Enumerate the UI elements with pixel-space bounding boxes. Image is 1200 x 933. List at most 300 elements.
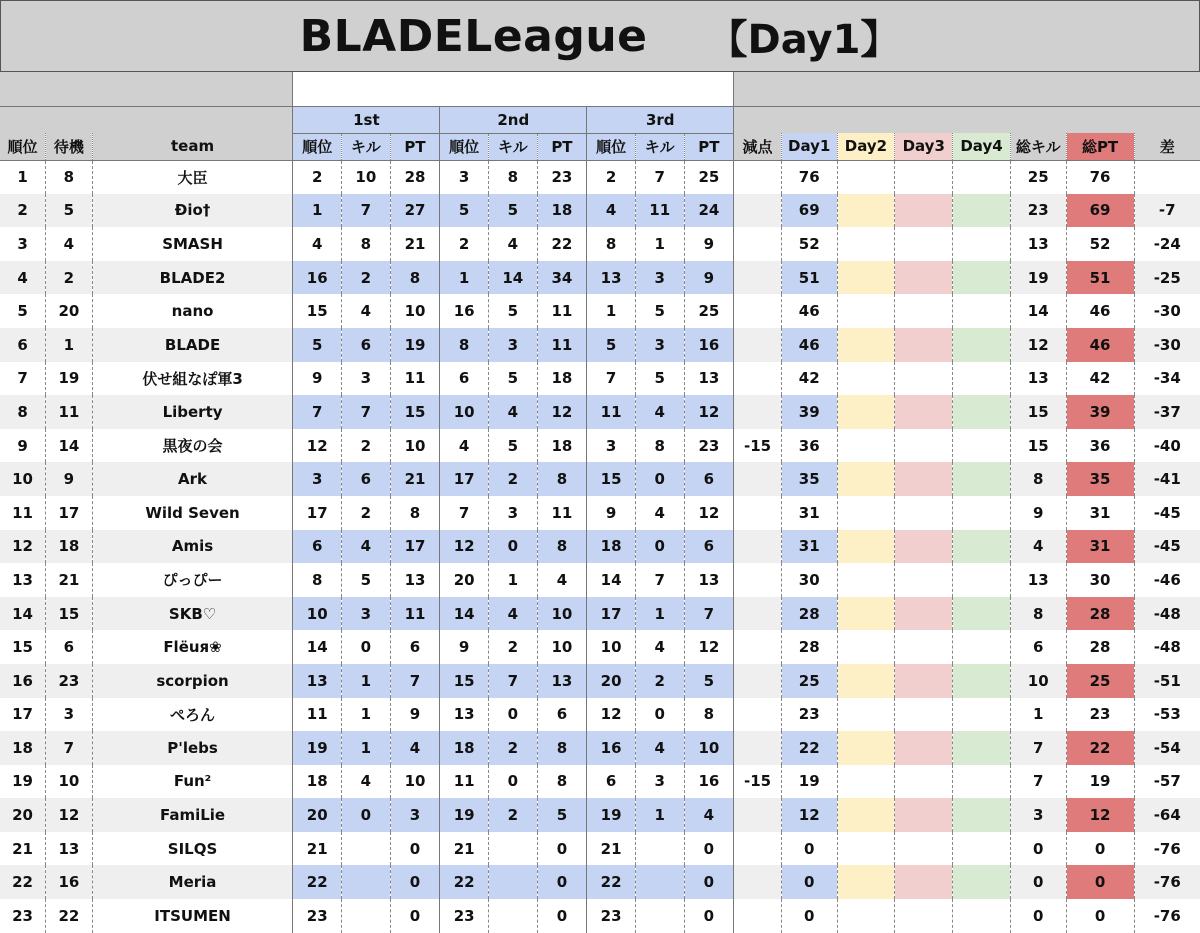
cell-total-kill: 14 xyxy=(1010,294,1066,328)
cell-g3-kill: 1 xyxy=(635,227,684,261)
cell-g2-pt: 18 xyxy=(537,362,587,396)
cell-day4 xyxy=(953,630,1011,664)
cell-standby: 14 xyxy=(46,429,93,463)
cell-g3-pt: 13 xyxy=(684,362,734,396)
cell-g1-kill: 10 xyxy=(342,160,391,194)
cell-diff: -25 xyxy=(1134,261,1200,295)
cell-team: Wild Seven xyxy=(92,496,293,530)
cell-day1: 51 xyxy=(781,261,837,295)
cell-g1-kill: 3 xyxy=(342,362,391,396)
cell-team: scorpion xyxy=(92,664,293,698)
cell-day1: 35 xyxy=(781,462,837,496)
col-total-kill: 総キル xyxy=(1010,133,1066,160)
cell-g3-rank: 4 xyxy=(587,194,636,228)
cell-g3-rank: 10 xyxy=(587,630,636,664)
cell-g1-kill: 1 xyxy=(342,731,391,765)
cell-g3-pt: 9 xyxy=(684,227,734,261)
table-row xyxy=(0,798,1200,832)
cell-g3-rank: 14 xyxy=(587,563,636,597)
cell-g1-pt: 10 xyxy=(390,429,440,463)
cell-team: ぴっぴー xyxy=(92,563,293,597)
cell-g1-pt: 10 xyxy=(390,765,440,799)
cell-g3-pt: 25 xyxy=(684,294,734,328)
cell-diff: -64 xyxy=(1134,798,1200,832)
cell-g1-rank: 20 xyxy=(293,798,342,832)
cell-standby: 5 xyxy=(46,194,93,228)
cell-diff: -76 xyxy=(1134,899,1200,933)
col-g1-pt: PT xyxy=(390,133,440,160)
col-g2-kill: キル xyxy=(488,133,537,160)
cell-total-pt: 0 xyxy=(1066,899,1134,933)
table-row xyxy=(0,160,1200,194)
col-total-pt: 総PT xyxy=(1066,133,1134,160)
cell-g3-kill: 3 xyxy=(635,765,684,799)
cell-g3-rank: 11 xyxy=(587,395,636,429)
cell-g1-kill: 7 xyxy=(342,194,391,228)
cell-rank: 13 xyxy=(12,570,33,589)
table-row xyxy=(0,765,1200,799)
cell-penalty xyxy=(734,530,782,564)
cell-day3 xyxy=(895,227,953,261)
cell-g3-kill: 7 xyxy=(635,160,684,194)
table-row xyxy=(0,429,1200,463)
cell-g3-pt: 4 xyxy=(684,798,734,832)
cell-diff: -24 xyxy=(1134,227,1200,261)
cell-day4 xyxy=(953,731,1011,765)
cell-standby: 9 xyxy=(46,462,93,496)
cell-g2-rank: 22 xyxy=(440,865,489,899)
table-row xyxy=(0,294,1200,328)
cell-g3-rank: 1 xyxy=(587,294,636,328)
cell-total-kill: 10 xyxy=(1010,664,1066,698)
cell-standby: 3 xyxy=(46,698,93,732)
cell-day4 xyxy=(953,227,1011,261)
cell-team: Meria xyxy=(92,865,293,899)
cell-g3-rank: 5 xyxy=(587,328,636,362)
cell-g2-pt: 0 xyxy=(537,865,587,899)
cell-g1-rank: 11 xyxy=(293,698,342,732)
cell-g2-pt: 12 xyxy=(537,395,587,429)
cell-total-pt: 30 xyxy=(1066,563,1134,597)
cell-rank: 5 xyxy=(17,302,28,321)
cell-g2-kill: 1 xyxy=(488,563,537,597)
cell-g3-rank: 20 xyxy=(587,664,636,698)
cell-g1-pt: 27 xyxy=(390,194,440,228)
cell-penalty xyxy=(734,630,782,664)
cell-g2-rank: 5 xyxy=(440,194,489,228)
cell-g2-kill: 2 xyxy=(488,731,537,765)
cell-day3 xyxy=(895,563,953,597)
cell-g3-rank: 23 xyxy=(587,899,636,933)
cell-g2-rank: 13 xyxy=(440,698,489,732)
cell-total-pt: 28 xyxy=(1066,597,1134,631)
page-title: BLADELeague xyxy=(299,10,648,62)
cell-g2-rank: 14 xyxy=(440,597,489,631)
cell-standby: 1 xyxy=(46,328,93,362)
cell-day2 xyxy=(837,294,895,328)
cell-day3 xyxy=(895,261,953,295)
cell-g2-kill xyxy=(488,899,537,933)
cell-g3-pt: 0 xyxy=(684,865,734,899)
cell-g2-rank: 15 xyxy=(440,664,489,698)
cell-day2 xyxy=(837,698,895,732)
cell-team: Amis xyxy=(92,530,293,564)
cell-day4 xyxy=(953,429,1011,463)
cell-day3 xyxy=(895,664,953,698)
cell-g1-pt: 10 xyxy=(390,294,440,328)
cell-standby: 21 xyxy=(46,563,93,597)
cell-total-pt: 69 xyxy=(1066,194,1134,228)
header-blank-games xyxy=(293,72,734,106)
cell-diff xyxy=(1134,160,1200,194)
cell-diff: -76 xyxy=(1134,832,1200,866)
cell-penalty xyxy=(734,899,782,933)
header-blank-left xyxy=(0,72,293,106)
cell-rank: 23 xyxy=(12,906,33,925)
cell-total-pt: 46 xyxy=(1066,328,1134,362)
cell-total-kill: 25 xyxy=(1010,160,1066,194)
cell-day1: 42 xyxy=(781,362,837,396)
cell-g1-pt: 13 xyxy=(390,563,440,597)
cell-day1: 25 xyxy=(781,664,837,698)
cell-g1-rank: 13 xyxy=(293,664,342,698)
cell-rank: 22 xyxy=(0,865,46,899)
cell-standby: 15 xyxy=(46,597,93,631)
cell-g3-pt: 12 xyxy=(684,395,734,429)
cell-g2-pt: 11 xyxy=(537,496,587,530)
cell-g3-kill xyxy=(635,865,684,899)
cell-g1-rank: 16 xyxy=(293,261,342,295)
cell-total-kill: 13 xyxy=(1010,563,1066,597)
cell-g2-pt: 10 xyxy=(537,597,587,631)
cell-g1-rank: 7 xyxy=(293,395,342,429)
cell-g3-pt: 6 xyxy=(684,530,734,564)
cell-day2 xyxy=(837,832,895,866)
cell-g2-pt: 34 xyxy=(537,261,587,295)
cell-day1: 39 xyxy=(781,395,837,429)
cell-standby: 4 xyxy=(46,227,93,261)
col-g2-rank: 順位 xyxy=(440,133,489,160)
cell-day1: 28 xyxy=(781,597,837,631)
cell-g1-kill: 6 xyxy=(342,328,391,362)
cell-diff: -45 xyxy=(1134,530,1200,564)
cell-g2-pt: 8 xyxy=(537,462,587,496)
cell-day4 xyxy=(953,530,1011,564)
cell-g1-rank: 8 xyxy=(293,563,342,597)
cell-day3 xyxy=(895,765,953,799)
cell-g1-pt: 28 xyxy=(390,160,440,194)
cell-g2-rank: 17 xyxy=(440,462,489,496)
cell-g2-pt: 18 xyxy=(537,194,587,228)
cell-g3-pt: 24 xyxy=(684,194,734,228)
table-row xyxy=(0,630,1200,664)
cell-g1-pt: 21 xyxy=(390,462,440,496)
table-row xyxy=(0,194,1200,228)
cell-standby: 2 xyxy=(46,261,93,295)
cell-g2-rank: 2 xyxy=(440,227,489,261)
cell-penalty xyxy=(734,832,782,866)
cell-rank: 10 xyxy=(0,462,46,496)
cell-g3-kill: 4 xyxy=(635,496,684,530)
cell-day3 xyxy=(895,362,953,396)
cell-day1: 52 xyxy=(781,227,837,261)
cell-day4 xyxy=(953,395,1011,429)
cell-team: ぺろん xyxy=(92,698,293,732)
cell-g2-kill: 4 xyxy=(488,395,537,429)
cell-rank: 16 xyxy=(0,664,46,698)
cell-team: Flëuя❀ xyxy=(92,630,293,664)
col-day4: Day4 xyxy=(953,133,1011,160)
cell-day3 xyxy=(895,698,953,732)
cell-day2 xyxy=(837,429,895,463)
cell-g3-rank: 18 xyxy=(587,530,636,564)
cell-standby: 10 xyxy=(46,765,93,799)
cell-day1: 36 xyxy=(781,429,837,463)
cell-day3 xyxy=(895,462,953,496)
cell-g1-pt: 0 xyxy=(390,899,440,933)
cell-g3-pt: 16 xyxy=(684,328,734,362)
cell-day3 xyxy=(895,328,953,362)
cell-g1-pt: 15 xyxy=(390,395,440,429)
cell-g2-kill: 8 xyxy=(488,160,537,194)
cell-g3-pt: 25 xyxy=(684,160,734,194)
cell-g2-rank: 9 xyxy=(440,630,489,664)
cell-day3 xyxy=(895,731,953,765)
cell-g1-kill: 5 xyxy=(342,563,391,597)
cell-total-pt: 28 xyxy=(1066,630,1134,664)
cell-g1-rank: 23 xyxy=(293,899,342,933)
cell-standby: 22 xyxy=(46,899,93,933)
cell-g3-kill: 1 xyxy=(635,798,684,832)
cell-total-pt: 39 xyxy=(1066,395,1134,429)
table-row xyxy=(0,496,1200,530)
cell-team: nano xyxy=(92,294,293,328)
cell-g3-rank: 19 xyxy=(587,798,636,832)
cell-total-pt: 46 xyxy=(1066,294,1134,328)
cell-g3-pt: 23 xyxy=(684,429,734,463)
table-row xyxy=(0,899,1200,933)
cell-g2-kill: 5 xyxy=(488,294,537,328)
cell-g2-pt: 4 xyxy=(537,563,587,597)
table-row xyxy=(0,865,1200,899)
cell-g1-rank: 19 xyxy=(293,731,342,765)
cell-g2-kill: 0 xyxy=(488,765,537,799)
table-row xyxy=(0,530,1200,564)
cell-diff: -48 xyxy=(1134,630,1200,664)
cell-g3-kill: 1 xyxy=(635,597,684,631)
cell-g2-pt: 0 xyxy=(537,899,587,933)
cell-g2-pt: 6 xyxy=(537,698,587,732)
cell-day3 xyxy=(895,395,953,429)
cell-g3-kill xyxy=(635,899,684,933)
cell-g1-rank: 21 xyxy=(293,832,342,866)
cell-day3 xyxy=(895,530,953,564)
cell-diff: -51 xyxy=(1134,664,1200,698)
header-blank-right xyxy=(734,72,1200,106)
cell-g3-pt: 12 xyxy=(684,496,734,530)
cell-diff: -46 xyxy=(1134,563,1200,597)
cell-g3-kill: 5 xyxy=(635,294,684,328)
cell-day4 xyxy=(953,462,1011,496)
cell-g3-kill: 0 xyxy=(635,530,684,564)
cell-team: BLADE xyxy=(92,328,293,362)
cell-penalty xyxy=(734,731,782,765)
cell-g2-rank: 6 xyxy=(440,362,489,396)
cell-g1-kill xyxy=(342,899,391,933)
cell-day4 xyxy=(953,563,1011,597)
cell-total-pt: 76 xyxy=(1066,160,1134,194)
cell-g2-kill: 14 xyxy=(488,261,537,295)
cell-rank: 18 xyxy=(0,731,46,765)
cell-diff: -54 xyxy=(1134,731,1200,765)
cell-g3-rank: 7 xyxy=(587,362,636,396)
cell-g3-kill xyxy=(635,832,684,866)
cell-total-kill: 13 xyxy=(1010,362,1066,396)
cell-day4 xyxy=(953,597,1011,631)
cell-g1-pt: 7 xyxy=(390,664,440,698)
cell-g2-rank: 11 xyxy=(440,765,489,799)
cell-total-pt: 19 xyxy=(1066,765,1134,799)
cell-team: 大臣 xyxy=(92,160,293,194)
game-header-3: 3rd xyxy=(587,106,734,133)
cell-total-pt: 52 xyxy=(1066,227,1134,261)
cell-rank: 7 xyxy=(17,369,28,388)
cell-g1-kill: 7 xyxy=(342,395,391,429)
cell-g3-rank: 16 xyxy=(587,731,636,765)
cell-g1-pt: 19 xyxy=(390,328,440,362)
cell-rank: 8 xyxy=(0,395,46,429)
standings-table xyxy=(0,72,1200,933)
cell-day1: 30 xyxy=(781,563,837,597)
cell-g3-pt: 5 xyxy=(684,664,734,698)
cell-g1-pt: 17 xyxy=(390,530,440,564)
cell-g3-pt: 16 xyxy=(684,765,734,799)
cell-g2-rank: 21 xyxy=(440,832,489,866)
cell-g1-kill: 0 xyxy=(342,630,391,664)
cell-team: 黒夜の会 xyxy=(92,429,293,463)
cell-g1-kill: 1 xyxy=(342,698,391,732)
cell-g3-kill: 4 xyxy=(635,395,684,429)
cell-total-kill: 9 xyxy=(1010,496,1066,530)
cell-g3-rank: 3 xyxy=(587,429,636,463)
cell-g3-pt: 12 xyxy=(684,630,734,664)
cell-g2-kill: 2 xyxy=(488,798,537,832)
cell-day4 xyxy=(953,362,1011,396)
cell-g2-rank: 18 xyxy=(440,731,489,765)
cell-standby: 18 xyxy=(46,530,93,564)
cell-day1: 46 xyxy=(781,328,837,362)
cell-day4 xyxy=(953,261,1011,295)
cell-day1: 23 xyxy=(781,698,837,732)
col-day1: Day1 xyxy=(781,133,837,160)
cell-g3-pt: 6 xyxy=(684,462,734,496)
cell-total-pt: 51 xyxy=(1066,261,1134,295)
cell-g3-rank: 15 xyxy=(587,462,636,496)
cell-g1-kill: 4 xyxy=(342,294,391,328)
cell-diff: -48 xyxy=(1134,597,1200,631)
cell-diff: -34 xyxy=(1134,362,1200,396)
cell-g1-pt: 9 xyxy=(390,698,440,732)
cell-g2-rank: 3 xyxy=(440,160,489,194)
cell-g1-rank: 10 xyxy=(293,597,342,631)
cell-team: FamiLie xyxy=(92,798,293,832)
cell-penalty xyxy=(734,496,782,530)
cell-g2-rank: 20 xyxy=(440,563,489,597)
cell-g1-kill: 4 xyxy=(342,530,391,564)
cell-g2-kill: 7 xyxy=(488,664,537,698)
cell-g1-pt: 0 xyxy=(390,865,440,899)
cell-total-kill: 13 xyxy=(1010,227,1066,261)
cell-penalty xyxy=(734,563,782,597)
cell-total-pt: 31 xyxy=(1066,530,1134,564)
cell-g2-pt: 10 xyxy=(537,630,587,664)
table-row xyxy=(0,698,1200,732)
cell-g1-rank: 14 xyxy=(293,630,342,664)
cell-g2-kill: 3 xyxy=(488,328,537,362)
cell-rank: 1 xyxy=(17,168,28,187)
cell-penalty xyxy=(734,227,782,261)
cell-team: P'lebs xyxy=(92,731,293,765)
cell-g3-rank: 8 xyxy=(587,227,636,261)
cell-g1-kill xyxy=(342,832,391,866)
col-diff: 差 xyxy=(1134,133,1200,160)
cell-rank: 9 xyxy=(17,436,28,455)
cell-g1-pt: 8 xyxy=(390,496,440,530)
cell-day3 xyxy=(895,429,953,463)
table-row xyxy=(0,597,1200,631)
cell-day2 xyxy=(837,664,895,698)
cell-g2-kill: 2 xyxy=(488,630,537,664)
cell-g1-pt: 11 xyxy=(390,597,440,631)
col-g3-rank: 順位 xyxy=(587,133,636,160)
cell-team: SILQS xyxy=(92,832,293,866)
cell-day1: 69 xyxy=(781,194,837,228)
cell-g1-kill: 2 xyxy=(342,261,391,295)
cell-team: Fun² xyxy=(92,765,293,799)
cell-g3-pt: 0 xyxy=(684,899,734,933)
cell-day2 xyxy=(837,227,895,261)
cell-g1-rank: 15 xyxy=(293,294,342,328)
cell-g3-rank: 2 xyxy=(587,160,636,194)
cell-day1: 22 xyxy=(781,731,837,765)
col-day3: Day3 xyxy=(895,133,953,160)
cell-day2 xyxy=(837,865,895,899)
cell-day3 xyxy=(895,496,953,530)
cell-g3-kill: 4 xyxy=(635,630,684,664)
cell-penalty xyxy=(734,462,782,496)
cell-day4 xyxy=(953,698,1011,732)
cell-total-kill: 6 xyxy=(1010,630,1066,664)
cell-day2 xyxy=(837,899,895,933)
col-g1-rank: 順位 xyxy=(293,133,342,160)
cell-total-pt: 25 xyxy=(1066,664,1134,698)
cell-g2-kill xyxy=(488,832,537,866)
cell-day3 xyxy=(895,798,953,832)
col-day2: Day2 xyxy=(837,133,895,160)
cell-g1-kill: 6 xyxy=(342,462,391,496)
cell-g1-kill xyxy=(342,865,391,899)
cell-g1-pt: 11 xyxy=(390,362,440,396)
cell-g3-pt: 13 xyxy=(684,563,734,597)
cell-g2-kill: 0 xyxy=(488,698,537,732)
table-row xyxy=(0,227,1200,261)
cell-g2-pt: 11 xyxy=(537,328,587,362)
cell-day4 xyxy=(953,294,1011,328)
cell-day2 xyxy=(837,563,895,597)
cell-rank: 3 xyxy=(17,234,28,253)
cell-g1-kill: 4 xyxy=(342,765,391,799)
cell-total-kill: 3 xyxy=(1010,798,1066,832)
